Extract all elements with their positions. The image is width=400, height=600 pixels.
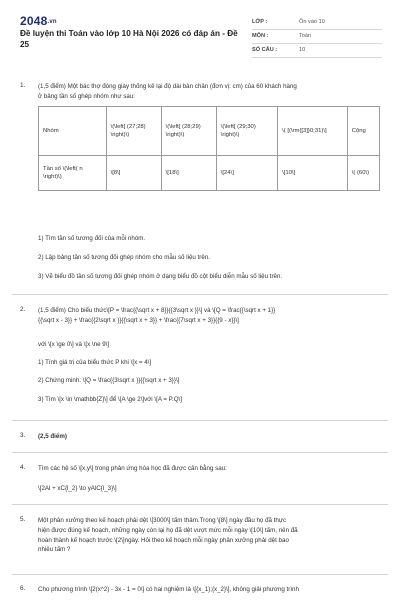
question-body [38,516,378,555]
question-text: (2,5 điểm) [38,433,67,440]
question-text: Cho phương trình \[2(x^2) - 3x - 1 = 0\] có hai nghiệm là \[{x_1};{x_2}\], không giải phương trình [38,586,299,593]
question-body [38,306,378,326]
question-divider [12,452,388,453]
question-text: hoàn thành kế hoạch trước \[2\]ngày. Hỏi theo kế hoạch mỗi ngày phân xưởng phải dệt bao [38,536,289,544]
question-text: {{\sqrt x - 3}} + \frac{{2\sqrt x }}{{\sqrt x + 3}} + \frac{{7\sqrt x + 3}}{{9 - x}}\] [38,316,239,324]
meta-row-subject [252,30,382,44]
meta-value: Toán [299,33,312,39]
table-cell: \(\left[ (28;29) \right)\) [161,107,216,156]
subtask: 2) Lập bảng tần số tương đối ghép nhóm cho mẫu số liệu trên. [38,254,210,261]
table-cell: Tần số \(\left( n \right)\) [39,156,107,191]
question-divider [12,420,388,421]
question-text: Tìm các hệ số \[x,y\] trong phản ứng hóa học đã được cân bằng sau: [38,465,227,472]
question-number: 3. [20,432,26,439]
table-cell: Nhóm [39,107,107,156]
question-divider [12,574,388,575]
meta-row-class [252,16,382,30]
table-cell: \[24\] [216,156,277,191]
question-body [38,585,378,595]
meta-panel [252,16,382,58]
question-text: hiện được đúng kế hoạch, những ngày còn lại họ đã dệt vượt mức mỗi ngày \[10\] tấm, nên đã [38,526,298,534]
question-text: nhiêu tấm ? [38,546,71,554]
logo-text: 2048 [20,14,48,28]
table-row [39,156,380,191]
question-number: 6. [20,585,26,592]
question-divider [12,294,388,295]
logo-suffix: .vn [47,18,57,25]
question-text: ở bảng tần số ghép nhóm như sau: [38,92,135,100]
subtask: 3) Tìm \[x \in \mathbb{Z}\] để \[A \ge 2\]với \[A = P.Q\] [38,396,182,403]
table-cell: \[10\] [278,156,348,191]
equation: \[2Al + xC{l_2} \to yAlC{l_3}\] [38,485,117,492]
table-cell: \( (60\) [347,156,379,191]
meta-key: SỐ CÂU : [252,47,278,53]
table-cell: \[8\] [106,156,161,191]
meta-value: Ôn vào 10 [299,19,325,25]
site-logo[interactable] [20,14,57,28]
question-divider [12,504,388,505]
question-body [38,82,378,102]
question-number: 4. [20,464,26,471]
table-cell: \(\left[ (29;30) \right)\) [216,107,277,156]
table-cell: \(\left[ (27;28) \right)\) [106,107,161,156]
question-text: (1,5 điểm) Một bác thợ đóng giày thống kê lại độ dài bàn chân (đơn vị: cm) của 60 khách hàng [38,83,297,90]
page-header [20,14,382,58]
meta-row-count [252,44,382,58]
question-text: Một phân xưởng theo kế hoạch phải dệt \[3000\] tấm thảm.Trong \[8\] ngày đầu họ đã thực [38,517,287,524]
question-number: 1. [20,82,26,89]
question-text: (1,5 điểm) Cho biểu thức\[P = \frac{{\sqrt x + 8}}{{3\sqrt x }}\] và \[Q = \frac{{\sqrt x + 1}} [38,307,276,314]
question-number: 5. [20,516,26,523]
meta-key: LỚP : [252,19,268,25]
subtask: 1) Tìm tần số tương đối của mỗi nhóm. [38,235,146,242]
question-body [38,464,378,474]
table-cell: Cộng [347,107,379,156]
frequency-table [38,106,380,191]
subtask: 2) Chứng minh: \[Q = \frac{{3\sqrt x }}{{\sqrt x + 3}}\] [38,377,180,384]
question-number: 2. [20,306,26,313]
question-text: với \[x \ge 0\] và \[x \ne 9\] [38,341,110,348]
table-cell: \( [(\rm{[3]}0;31)\] [278,107,348,156]
subtask: 1) Tính giá trị của biểu thức P khi \[x = 4\] [38,359,152,366]
table-row [39,107,380,156]
document-title: Đề luyện thi Toán vào lớp 10 Hà Nội 2026 có đáp án - Đề 25 [20,29,238,49]
table-cell: \[18\] [161,156,216,191]
meta-value: 10 [299,47,306,53]
subtask: 3) Vẽ biểu đồ tần số tương đối ghép nhóm ở dạng biểu đồ cột biểu diễn mẫu số liệu trên. [38,273,283,280]
meta-key: MÔN : [252,33,269,39]
